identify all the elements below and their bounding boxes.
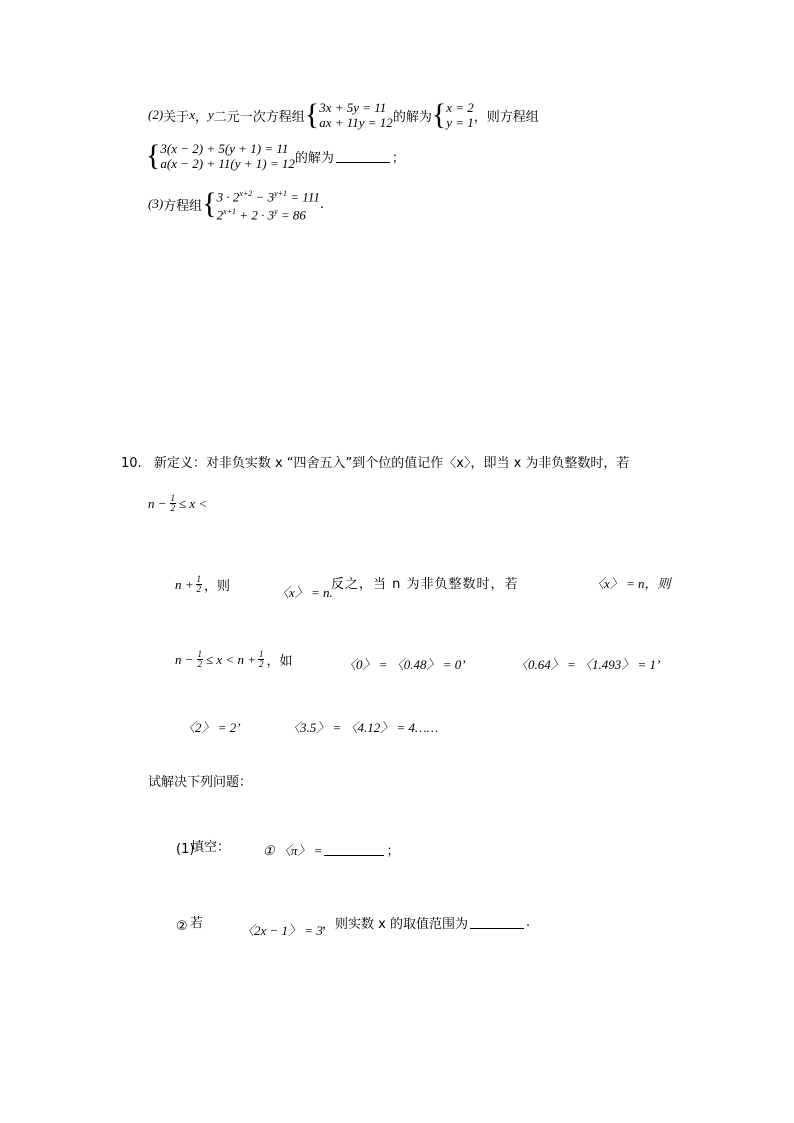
- q10-example-2: 〈0.64〉 = 〈1.493〉 = 1’: [515, 657, 661, 672]
- fraction-half: $\frac{1}{2}$: [258, 649, 264, 669]
- q10-ineq1: [148, 494, 207, 513]
- ineq2-tail: ，则: [204, 579, 231, 594]
- q2-intro: 关于: [163, 109, 190, 125]
- q2-var-x: x: [189, 107, 195, 122]
- q10-intro: 新定义：对非负实数 x “四舍五入”到个位的值记作〈x〉，即当 x 为非负整数时，若: [153, 456, 630, 471]
- q2-solution: [446, 100, 474, 130]
- fraction-half: $\frac{1}{2}$: [197, 649, 203, 669]
- ineq2-left: n +: [175, 576, 194, 592]
- q3-system: [217, 186, 320, 223]
- q2-sys1-eq2: ax + 11y = 12: [319, 115, 393, 130]
- q10-part2-circle: ②: [176, 919, 188, 934]
- part1-item-text: ① 〈π〉 =: [263, 843, 323, 858]
- q10-converse-eq: 〈x〉 = n，则: [591, 576, 671, 591]
- q10-part2-text-line: [322, 913, 530, 932]
- q3-eq1: $3 \cdot 2^{x+2} - 3^{y+1} = 111$: [216, 189, 320, 205]
- brace: {: [304, 98, 320, 131]
- q2-line1: [148, 100, 539, 130]
- ineq3-mid: ≤ x < n +: [206, 651, 256, 667]
- q10-part2-eq: 〈2x − 1〉 = 3: [241, 923, 323, 938]
- q3-eq2: $2^{x+1} + 2 \cdot 3^y = 86$: [216, 207, 306, 223]
- q2-sol-label-2: 的解为: [294, 150, 334, 166]
- q2-var-y: y: [207, 107, 214, 122]
- brace: {: [146, 139, 161, 172]
- q2-comma: ，: [194, 109, 208, 125]
- q2-system-1: [319, 100, 393, 130]
- q2-desc: 二元一次方程组: [213, 109, 305, 125]
- part2-end: .: [525, 915, 531, 930]
- q3-end: .: [319, 196, 325, 212]
- q10-solve-prompt: 试解决下列问题：: [148, 775, 253, 790]
- q3-number: (3): [148, 196, 164, 212]
- q10-ineq2-result: 〈x〉 = n.: [276, 585, 333, 600]
- q10-example-4: 〈3.5〉 = 〈4.12〉 = 4……: [287, 720, 439, 735]
- part2-text: ，则实数 x 的取值范围为: [322, 917, 468, 932]
- q2-semicolon: ；: [391, 150, 405, 166]
- q10-converse: 反之，当 n 为非负整数时，若: [331, 577, 519, 592]
- part1-end: ；: [386, 844, 400, 859]
- q10-ineq3: [175, 650, 293, 669]
- q10-intro-line: [121, 452, 629, 471]
- fraction-half: $\frac{1}{2}$: [170, 493, 176, 513]
- q2-sys1-eq1: 3x + 5y = 11: [319, 100, 387, 115]
- q2-line2: [146, 141, 405, 171]
- q10-number: 10.: [121, 456, 142, 471]
- q2-sol-x: x = 2: [446, 100, 474, 115]
- ineq1-right: ≤ x <: [179, 495, 208, 511]
- ineq3-tail: ，如: [266, 654, 293, 669]
- ineq1-left: n −: [148, 495, 167, 511]
- part2-answer-blank[interactable]: [470, 916, 524, 929]
- q2-sol-y: y = 1: [446, 115, 474, 130]
- q10-example-3: 〈2〉 = 2’: [182, 720, 241, 735]
- q2-sys2-eq2: a(x − 2) + 11(y + 1) = 12: [160, 156, 295, 171]
- q2-sol-label: 的解为: [392, 109, 432, 125]
- q2-sys2-eq1: 3(x − 2) + 5(y + 1) = 11: [160, 141, 289, 156]
- brace: {: [431, 98, 447, 131]
- q10-part1-item: [263, 840, 399, 859]
- q10-example-1: 〈0〉 = 〈0.48〉 = 0’: [343, 657, 466, 672]
- q10-part2-label: 若: [190, 916, 204, 931]
- ineq3-left: n −: [175, 651, 194, 667]
- q2-number: (2): [148, 107, 164, 122]
- q2-then: ，则方程组: [473, 109, 539, 125]
- q2-answer-blank[interactable]: [336, 150, 390, 163]
- q3-line: [148, 186, 324, 223]
- q3-label: 方程组: [163, 198, 203, 214]
- fraction-half: $\frac{1}{2}$: [196, 574, 202, 594]
- q10-part1-number: (1): [176, 842, 195, 857]
- part1-answer-blank[interactable]: [324, 843, 384, 856]
- q2-system-2: [160, 141, 294, 171]
- q10-part1-label: 填空：: [191, 840, 231, 855]
- q10-ineq2: [175, 575, 230, 594]
- brace: {: [202, 187, 217, 221]
